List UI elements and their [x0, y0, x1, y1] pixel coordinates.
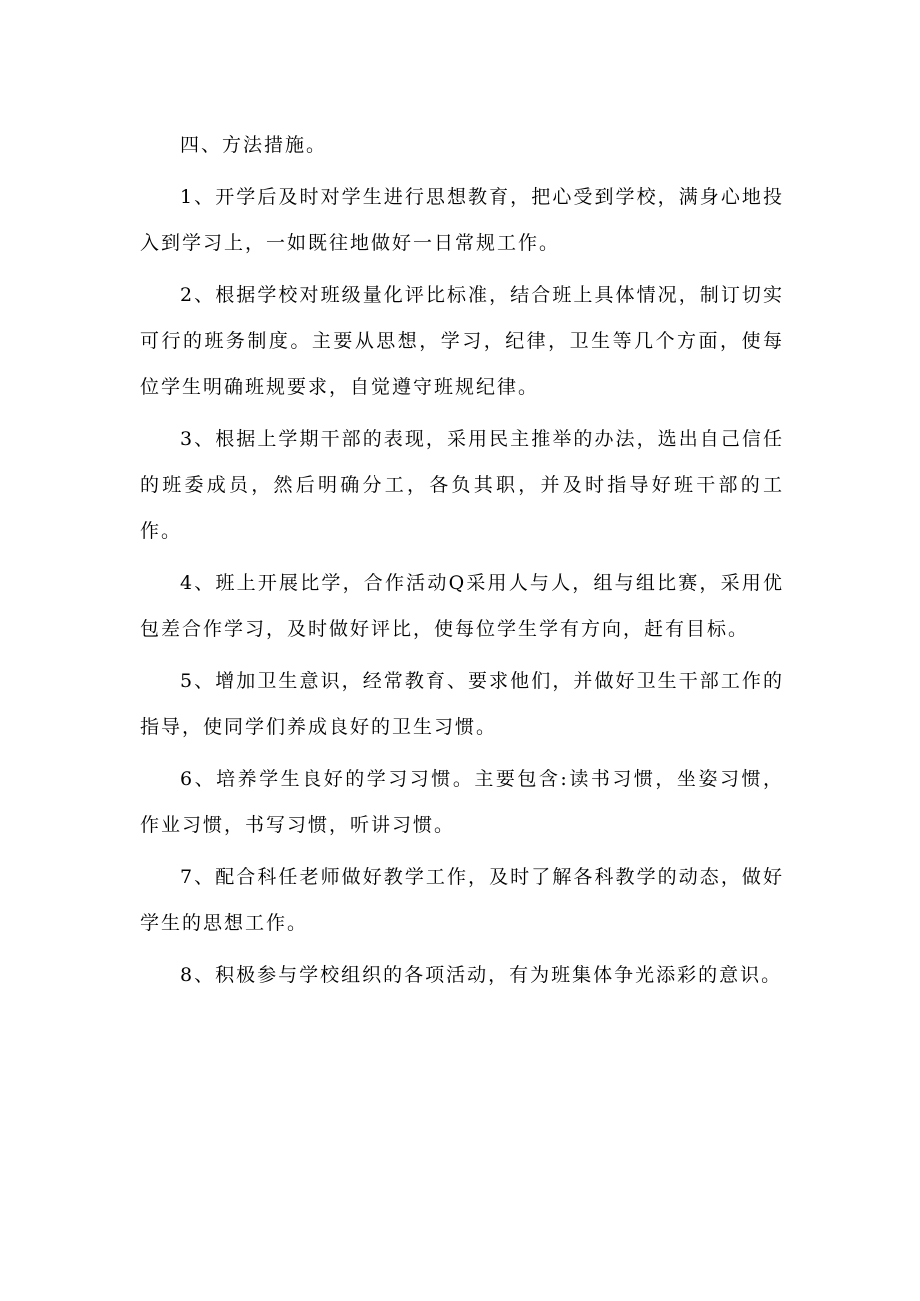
section-heading: 四、方法措施。 [180, 134, 328, 156]
paragraph-7: 7、配合科任老师做好教学工作，及时了解各科教学的动态，做好学生的思想工作。 [140, 866, 784, 934]
paragraph-6: 6、培养学生良好的学习习惯。主要包含:读书习惯，坐姿习惯，作业习惯，书写习惯，听讲习惯。 [140, 768, 784, 836]
paragraph-1: 1、开学后及时对学生进行思想教育，把心受到学校，满身心地投入到学习上，一如既往地做好一日常规工作。 [140, 186, 784, 254]
paragraph-2: 2、根据学校对班级量化评比标准，结合班上具体情况，制订切实可行的班务制度。主要从思想，学习，纪律，卫生等几个方面，使每位学生明确班规要求，自觉遵守班规纪律。 [140, 284, 784, 398]
paragraph-5: 5、增加卫生意识，经常教育、要求他们，并做好卫生干部工作的指导，使同学们养成良好的卫生习惯。 [140, 670, 784, 738]
paragraph-8: 8、积极参与学校组织的各项活动，有为班集体争光添彩的意识。 [180, 964, 783, 986]
paragraph-3: 3、根据上学期干部的表现，采用民主推举的办法，选出自己信任的班委成员，然后明确分工，各负其职，并及时指导好班干部的工作。 [140, 428, 784, 542]
paragraph-4: 4、班上开展比学，合作活动Q采用人与人，组与组比赛，采用优包差合作学习，及时做好评比，使每位学生学有方向，赶有目标。 [140, 572, 784, 640]
document-body [140, 122, 784, 1004]
